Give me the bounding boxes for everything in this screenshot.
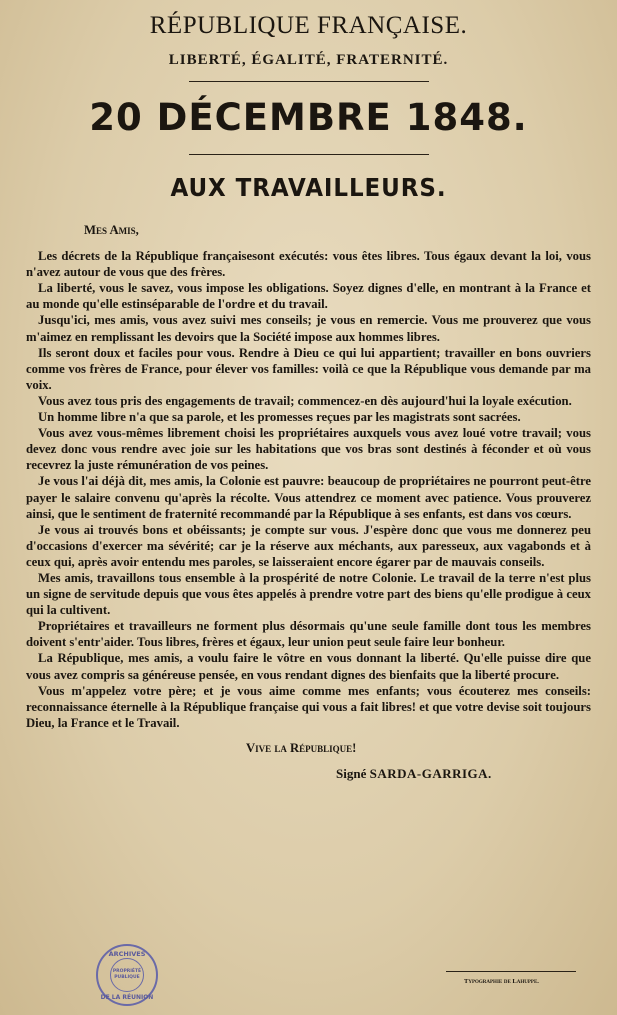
paragraph: Mes amis, travaillons tous ensemble à la prospérité de notre Colonie. Le travail de la terre n'est plus un signe de servitude depuis que vous êtes appelés à prendre votre part des biens qu'elle prodigue à ceux qui la cultivent.: [26, 570, 591, 618]
paragraph: La République, mes amis, a voulu faire le vôtre en vous donnant la liberté. Qu'elle puisse dire que vous avez compris sa généreuse pensée, en vous rendant dignes des bienfaits que la liberté procure.: [26, 651, 591, 682]
signer-name: SARDA-GARRIGA.: [369, 765, 492, 781]
devise-line: LIBERTÉ, ÉGALITÉ, FRATERNITÉ.: [168, 52, 449, 68]
paragraph: Vous avez tous pris des engagements de travail; commencez-en dès aujourd'hui la loyale exécution.: [38, 393, 572, 408]
printer-divider: [446, 971, 576, 972]
proclamation-body: [26, 222, 591, 731]
printer-credit: Typographie de Lahuppe.: [464, 978, 539, 985]
header: [26, 12, 591, 202]
salutation: Mes Amis,: [84, 223, 139, 237]
date-heading: 20 DÉCEMBRE 1848.: [89, 96, 528, 139]
paragraph: Jusqu'ici, mes amis, vous avez suivi mes conseils; je vous en remercie. Vous me prouverez que vous m'aimez en remplissant les devoirs que la Société impose aux hommes libres.: [26, 313, 591, 344]
stamp-text: ARCHIVES: [108, 950, 146, 958]
divider: [189, 81, 429, 82]
stamp-text: PROPRIÉTÉ: [112, 969, 142, 974]
paragraph: La liberté, vous le savez, vous impose les obligations. Soyez dignes d'elle, en montrant à la France et au monde qu'elle estinséparable de l'ordre et du travail.: [26, 281, 591, 312]
paragraph: Un homme libre n'a que sa parole, et les promesses reçues par les magistrats sont sacrées.: [38, 410, 521, 425]
signature-line: [26, 766, 591, 782]
signed-label: Signé: [336, 765, 367, 781]
paragraph: Vous avez vous-mêmes librement choisi les propriétaires auxquels vous avez loué votre travail; vous devez donc vous rendre avec joie sur les habitations que vos bras sont destinés à féconder et où vous recevrez la juste rémunération de vos peines.: [26, 426, 591, 473]
stamp-text: DE LA RÉUNION: [100, 994, 154, 1001]
paragraph: Propriétaires et travailleurs ne forment plus désormais qu'une seule famille dont tous les membres doivent s'entr'aider. Tous libres, frères et égaux, leur union peut seule faire leur bonheur.: [26, 619, 591, 650]
paragraph: Les décrets de la République françaisesont exécutés: vous êtes libres. Tous égaux devant la loi, vous n'avez autour de vous que des frères.: [26, 249, 591, 280]
stamp-text: PUBLIQUE: [114, 975, 140, 980]
divider: [189, 154, 429, 155]
paragraph: Je vous ai trouvés bons et obéissants; je compte sur vous. J'espère donc que vous me donnerez peu d'occasions d'exercer ma sévérité; car je la réserve aux méchants, aux paresseux, aux vagabonds et à ceux qui, après avoir entendu mes paroles, se laisseraient encore égarer par de mauvais conseils.: [26, 522, 591, 569]
vive-la-republique: Vive la République!: [246, 740, 357, 755]
title-heading: AUX TRAVAILLEURS.: [170, 173, 447, 202]
paragraph: Je vous l'ai déjà dit, mes amis, la Colonie est pauvre: beaucoup de propriétaires ne pourront peut-être payer le salaire convenu qu'après la récolte. Vous attendrez ce moment avec patience. Vous prouverez ainsi, que le sentiment de fraternité recommandé par la République à ses enfants, est dans vos cœurs.: [26, 474, 591, 521]
republique-heading: RÉPUBLIQUE FRANÇAISE.: [149, 12, 468, 39]
archives-stamp: [96, 944, 158, 1006]
paragraph: Vous m'appelez votre père; et je vous aime comme mes enfants; vous écouterez mes conseils: reconnaissance éternelle à la République française qui vous a fait libres! et que votre devise soit toujours Dieu, la France et le Travail.: [26, 683, 591, 730]
paragraph: Ils seront doux et faciles pour vous. Rendre à Dieu ce qui lui appartient; travailler en bons ouvriers comme vos frères de France, pour élever vos familles: voilà ce que la République vous demande par ma voix.: [26, 345, 591, 392]
